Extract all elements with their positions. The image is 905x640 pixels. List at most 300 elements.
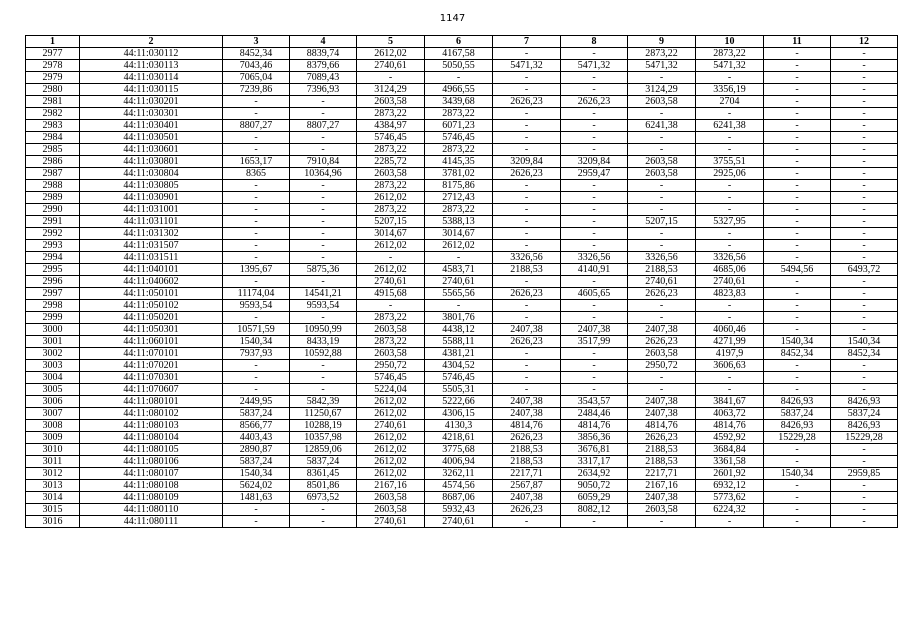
table-row: [26, 264, 898, 276]
table-cell: -: [831, 168, 898, 180]
table-cell: 2873,22: [357, 204, 425, 216]
table-row: [26, 348, 898, 360]
table-cell: 2567,87: [493, 480, 561, 492]
table-cell: 8433,19: [290, 336, 357, 348]
table-cell: 6224,32: [696, 504, 764, 516]
table-row: [26, 216, 898, 228]
table-cell: 3326,56: [561, 252, 628, 264]
table-cell: -: [561, 384, 628, 396]
table-cell: 44:11:031302: [80, 228, 223, 240]
table-cell: 2612,02: [357, 396, 425, 408]
table-cell: 3002: [26, 348, 80, 360]
table-cell: -: [561, 144, 628, 156]
column-header-6: 6: [425, 36, 493, 48]
table-row: [26, 240, 898, 252]
table-cell: 2188,53: [628, 264, 696, 276]
table-cell: 2704: [696, 96, 764, 108]
table-cell: 44:11:030501: [80, 132, 223, 144]
table-cell: 2890,87: [223, 444, 290, 456]
table-cell: 2988: [26, 180, 80, 192]
table-cell: 5624,02: [223, 480, 290, 492]
table-cell: 44:11:080104: [80, 432, 223, 444]
table-cell: 2950,72: [628, 360, 696, 372]
table-cell: 44:11:050201: [80, 312, 223, 324]
table-cell: 2612,02: [357, 456, 425, 468]
table-row: [26, 72, 898, 84]
column-header-4: 4: [290, 36, 357, 48]
table-cell: -: [764, 108, 831, 120]
table-cell: 44:11:080111: [80, 516, 223, 528]
table-row: [26, 336, 898, 348]
table-cell: 2998: [26, 300, 80, 312]
table-cell: 4403,43: [223, 432, 290, 444]
table-cell: 7089,43: [290, 72, 357, 84]
table-cell: 2986: [26, 156, 80, 168]
table-cell: 2740,61: [628, 276, 696, 288]
column-header-7: 7: [493, 36, 561, 48]
table-cell: 3124,29: [628, 84, 696, 96]
table-cell: -: [561, 84, 628, 96]
table-cell: 4966,55: [425, 84, 493, 96]
table-cell: 2873,22: [357, 312, 425, 324]
table-cell: -: [831, 324, 898, 336]
table-cell: 2188,53: [493, 456, 561, 468]
table-cell: 2603,58: [628, 504, 696, 516]
table-row: [26, 384, 898, 396]
table-cell: 3781,02: [425, 168, 493, 180]
table-cell: 3010: [26, 444, 80, 456]
table-cell: 2188,53: [628, 444, 696, 456]
table-cell: 2873,22: [357, 108, 425, 120]
table-cell: -: [290, 216, 357, 228]
table-cell: -: [290, 360, 357, 372]
table-cell: -: [831, 132, 898, 144]
table-cell: 6059,29: [561, 492, 628, 504]
table-cell: 4915,68: [357, 288, 425, 300]
table-cell: 4381,21: [425, 348, 493, 360]
table-cell: 5746,45: [357, 132, 425, 144]
table-cell: 44:11:031101: [80, 216, 223, 228]
table-cell: -: [696, 384, 764, 396]
table-cell: 10364,96: [290, 168, 357, 180]
table-cell: 2626,23: [493, 504, 561, 516]
table-cell: 2612,02: [357, 48, 425, 60]
table-cell: -: [764, 480, 831, 492]
column-header-10: 10: [696, 36, 764, 48]
table-cell: 5224,04: [357, 384, 425, 396]
table-cell: -: [561, 108, 628, 120]
table-cell: -: [831, 480, 898, 492]
table-cell: -: [764, 96, 831, 108]
table-cell: -: [493, 372, 561, 384]
table-cell: -: [223, 108, 290, 120]
table-row: [26, 372, 898, 384]
table-cell: 9593,54: [223, 300, 290, 312]
table-cell: -: [628, 300, 696, 312]
table-cell: 2993: [26, 240, 80, 252]
table-cell: -: [764, 504, 831, 516]
table-cell: 2959,85: [831, 468, 898, 480]
table-cell: -: [425, 252, 493, 264]
table-cell: -: [764, 240, 831, 252]
table-cell: 44:11:080108: [80, 480, 223, 492]
table-cell: -: [764, 72, 831, 84]
table-row: [26, 516, 898, 528]
table-cell: 44:11:050301: [80, 324, 223, 336]
table-cell: 44:11:080105: [80, 444, 223, 456]
table-cell: 6071,23: [425, 120, 493, 132]
table-cell: 2740,61: [357, 60, 425, 72]
table-cell: 3013: [26, 480, 80, 492]
table-cell: 1395,67: [223, 264, 290, 276]
table-cell: 3000: [26, 324, 80, 336]
table-cell: 9050,72: [561, 480, 628, 492]
table-cell: 2983: [26, 120, 80, 132]
table-row: [26, 444, 898, 456]
table-cell: 4006,94: [425, 456, 493, 468]
table-row: [26, 84, 898, 96]
table-cell: -: [764, 228, 831, 240]
table-cell: -: [223, 132, 290, 144]
table-cell: 10288,19: [290, 420, 357, 432]
table-cell: 2740,61: [357, 420, 425, 432]
table-cell: 3005: [26, 384, 80, 396]
table-cell: 2188,53: [628, 456, 696, 468]
table-cell: 2740,61: [425, 276, 493, 288]
table-cell: 44:11:031507: [80, 240, 223, 252]
table-cell: 4384,97: [357, 120, 425, 132]
table-cell: -: [696, 372, 764, 384]
table-cell: 4814,76: [696, 420, 764, 432]
table-cell: 2873,22: [357, 336, 425, 348]
table-cell: 5837,24: [831, 408, 898, 420]
table-cell: 5471,32: [561, 60, 628, 72]
table-cell: -: [764, 60, 831, 72]
table-cell: 2407,38: [628, 408, 696, 420]
table-row: [26, 276, 898, 288]
column-header-12: 12: [831, 36, 898, 48]
table-cell: 4060,46: [696, 324, 764, 336]
table-cell: -: [831, 240, 898, 252]
table-cell: 44:11:030401: [80, 120, 223, 132]
table-cell: -: [696, 516, 764, 528]
table-cell: -: [493, 204, 561, 216]
table-cell: 5588,11: [425, 336, 493, 348]
table-cell: -: [223, 516, 290, 528]
table-cell: 2626,23: [628, 336, 696, 348]
table-cell: 5746,45: [425, 132, 493, 144]
table-cell: 4306,15: [425, 408, 493, 420]
table-cell: 1540,34: [831, 336, 898, 348]
table-cell: -: [561, 372, 628, 384]
table-cell: -: [831, 372, 898, 384]
table-row: [26, 60, 898, 72]
table-cell: 2740,61: [425, 516, 493, 528]
table-cell: -: [561, 240, 628, 252]
table-cell: 44:11:080106: [80, 456, 223, 468]
table-cell: -: [223, 276, 290, 288]
table-cell: 44:11:080102: [80, 408, 223, 420]
table-cell: 6241,38: [628, 120, 696, 132]
column-header-9: 9: [628, 36, 696, 48]
table-cell: 2407,38: [493, 408, 561, 420]
table-cell: 2603,58: [628, 156, 696, 168]
table-cell: -: [628, 372, 696, 384]
table-cell: 2873,22: [425, 108, 493, 120]
table-cell: 3016: [26, 516, 80, 528]
table-cell: 2167,16: [628, 480, 696, 492]
table-cell: 2603,58: [628, 168, 696, 180]
table-cell: 3606,63: [696, 360, 764, 372]
table-cell: -: [764, 156, 831, 168]
column-header-1: 1: [26, 36, 80, 48]
table-cell: 2980: [26, 84, 80, 96]
table-row: [26, 504, 898, 516]
table-cell: -: [493, 228, 561, 240]
table-cell: -: [493, 180, 561, 192]
table-cell: 5773,62: [696, 492, 764, 504]
table-cell: -: [561, 312, 628, 324]
table-cell: 3008: [26, 420, 80, 432]
table-cell: 3356,19: [696, 84, 764, 96]
table-cell: -: [831, 204, 898, 216]
table-cell: 4814,76: [628, 420, 696, 432]
table-cell: -: [831, 156, 898, 168]
table-cell: -: [561, 192, 628, 204]
table-cell: 44:11:040602: [80, 276, 223, 288]
column-header-11: 11: [764, 36, 831, 48]
table-cell: 4592,92: [696, 432, 764, 444]
table-cell: 3262,11: [425, 468, 493, 480]
table-cell: -: [831, 72, 898, 84]
table-cell: -: [764, 132, 831, 144]
table-cell: -: [764, 48, 831, 60]
table-cell: 2603,58: [357, 168, 425, 180]
table-cell: 2407,38: [628, 324, 696, 336]
table-cell: 1540,34: [764, 336, 831, 348]
table-cell: 2634,92: [561, 468, 628, 480]
table-cell: -: [831, 192, 898, 204]
table-cell: -: [764, 84, 831, 96]
table-cell: -: [561, 120, 628, 132]
table-cell: 8807,27: [223, 120, 290, 132]
table-cell: -: [493, 108, 561, 120]
table-cell: -: [764, 276, 831, 288]
table-cell: -: [696, 144, 764, 156]
table-body: [26, 48, 898, 528]
table-cell: -: [357, 252, 425, 264]
table-cell: 5494,56: [764, 264, 831, 276]
table-cell: 7043,46: [223, 60, 290, 72]
table-cell: -: [831, 300, 898, 312]
table-row: [26, 180, 898, 192]
table-cell: 5471,32: [493, 60, 561, 72]
table-cell: 3006: [26, 396, 80, 408]
table-cell: 5222,66: [425, 396, 493, 408]
table-cell: -: [493, 72, 561, 84]
table-cell: -: [764, 324, 831, 336]
table-cell: -: [831, 456, 898, 468]
table-cell: -: [223, 384, 290, 396]
table-cell: 7239,86: [223, 84, 290, 96]
table-cell: 2612,02: [357, 192, 425, 204]
table-cell: 2991: [26, 216, 80, 228]
table-row: [26, 252, 898, 264]
table-cell: 3326,56: [696, 252, 764, 264]
table-cell: 10571,59: [223, 324, 290, 336]
table-cell: 2997: [26, 288, 80, 300]
table-cell: -: [223, 192, 290, 204]
table-cell: 8426,93: [831, 420, 898, 432]
table-cell: -: [764, 252, 831, 264]
table-cell: 44:11:030801: [80, 156, 223, 168]
table-cell: 2873,22: [628, 48, 696, 60]
table-cell: 3684,84: [696, 444, 764, 456]
table-cell: -: [290, 192, 357, 204]
table-cell: 4130,3: [425, 420, 493, 432]
table-cell: 2978: [26, 60, 80, 72]
table-cell: -: [696, 132, 764, 144]
table-cell: 3009: [26, 432, 80, 444]
table-cell: 44:11:030805: [80, 180, 223, 192]
table-cell: 3209,84: [493, 156, 561, 168]
table-cell: -: [223, 180, 290, 192]
table-cell: 2950,72: [357, 360, 425, 372]
table-cell: 2612,02: [357, 408, 425, 420]
table-cell: 44:11:080103: [80, 420, 223, 432]
table-cell: -: [628, 144, 696, 156]
table-cell: 5875,36: [290, 264, 357, 276]
table-row: [26, 324, 898, 336]
table-cell: 1540,34: [223, 336, 290, 348]
table-cell: -: [357, 72, 425, 84]
table-cell: -: [764, 180, 831, 192]
table-cell: 3326,56: [493, 252, 561, 264]
table-cell: -: [831, 108, 898, 120]
table-cell: 3004: [26, 372, 80, 384]
table-cell: 2740,61: [357, 276, 425, 288]
table-cell: 8452,34: [764, 348, 831, 360]
table-cell: -: [696, 204, 764, 216]
table-cell: 3676,81: [561, 444, 628, 456]
table-cell: -: [831, 312, 898, 324]
table-cell: 8426,93: [831, 396, 898, 408]
table-cell: 2603,58: [357, 324, 425, 336]
table-cell: 1540,34: [223, 468, 290, 480]
table-cell: 44:11:050102: [80, 300, 223, 312]
table-cell: 2407,38: [561, 324, 628, 336]
table-cell: 2603,58: [357, 96, 425, 108]
table-cell: 44:11:030301: [80, 108, 223, 120]
table-cell: 2612,02: [357, 264, 425, 276]
table-row: [26, 312, 898, 324]
table-cell: 4145,35: [425, 156, 493, 168]
table-cell: -: [561, 300, 628, 312]
table-cell: 3326,56: [628, 252, 696, 264]
table-cell: 2603,58: [628, 96, 696, 108]
table-cell: 2612,02: [425, 240, 493, 252]
table-cell: 3361,58: [696, 456, 764, 468]
table-cell: 2626,23: [628, 288, 696, 300]
table-cell: -: [764, 444, 831, 456]
table-row: [26, 192, 898, 204]
table-cell: -: [561, 72, 628, 84]
table-cell: 2990: [26, 204, 80, 216]
table-row: [26, 396, 898, 408]
table-cell: 7065,04: [223, 72, 290, 84]
table-cell: 4063,72: [696, 408, 764, 420]
table-cell: 3517,99: [561, 336, 628, 348]
table-cell: -: [561, 216, 628, 228]
table-cell: 44:11:030114: [80, 72, 223, 84]
table-cell: 2979: [26, 72, 80, 84]
table-cell: -: [696, 72, 764, 84]
table-cell: 5837,24: [223, 456, 290, 468]
table-cell: -: [223, 240, 290, 252]
table-cell: 44:11:060101: [80, 336, 223, 348]
table-cell: -: [493, 132, 561, 144]
table-cell: 3014,67: [357, 228, 425, 240]
table-cell: 3012: [26, 468, 80, 480]
table-cell: -: [425, 300, 493, 312]
table-cell: 44:11:080107: [80, 468, 223, 480]
table-cell: -: [561, 204, 628, 216]
table-cell: -: [493, 516, 561, 528]
table-cell: -: [764, 516, 831, 528]
table-cell: 3209,84: [561, 156, 628, 168]
table-cell: -: [493, 84, 561, 96]
table-cell: 2626,23: [628, 432, 696, 444]
table-cell: 2612,02: [357, 468, 425, 480]
table-cell: -: [493, 384, 561, 396]
table-cell: 44:11:070101: [80, 348, 223, 360]
table-cell: -: [831, 288, 898, 300]
table-cell: 3801,76: [425, 312, 493, 324]
table-cell: -: [696, 180, 764, 192]
table-cell: 6932,12: [696, 480, 764, 492]
table-row: [26, 156, 898, 168]
table-cell: 2285,72: [357, 156, 425, 168]
table-cell: -: [357, 300, 425, 312]
table-cell: -: [628, 108, 696, 120]
table-cell: -: [831, 360, 898, 372]
table-cell: -: [493, 192, 561, 204]
table-row: [26, 228, 898, 240]
table-cell: 3543,57: [561, 396, 628, 408]
table-cell: 44:11:040101: [80, 264, 223, 276]
table-cell: 2626,23: [561, 96, 628, 108]
table-cell: -: [764, 168, 831, 180]
table-cell: -: [831, 516, 898, 528]
table-cell: 2603,58: [357, 492, 425, 504]
table-cell: 8426,93: [764, 420, 831, 432]
table-row: [26, 288, 898, 300]
table-row: [26, 480, 898, 492]
table-cell: -: [764, 372, 831, 384]
table-cell: 44:11:030201: [80, 96, 223, 108]
table-cell: 2612,02: [357, 444, 425, 456]
table-cell: 5837,24: [764, 408, 831, 420]
table-cell: 4814,76: [493, 420, 561, 432]
table-cell: 2407,38: [493, 492, 561, 504]
table-cell: -: [764, 216, 831, 228]
table-cell: 2188,53: [493, 264, 561, 276]
table-cell: -: [831, 276, 898, 288]
table-cell: -: [223, 96, 290, 108]
table-cell: 3317,17: [561, 456, 628, 468]
table-cell: 4814,76: [561, 420, 628, 432]
table-cell: 44:11:070607: [80, 384, 223, 396]
